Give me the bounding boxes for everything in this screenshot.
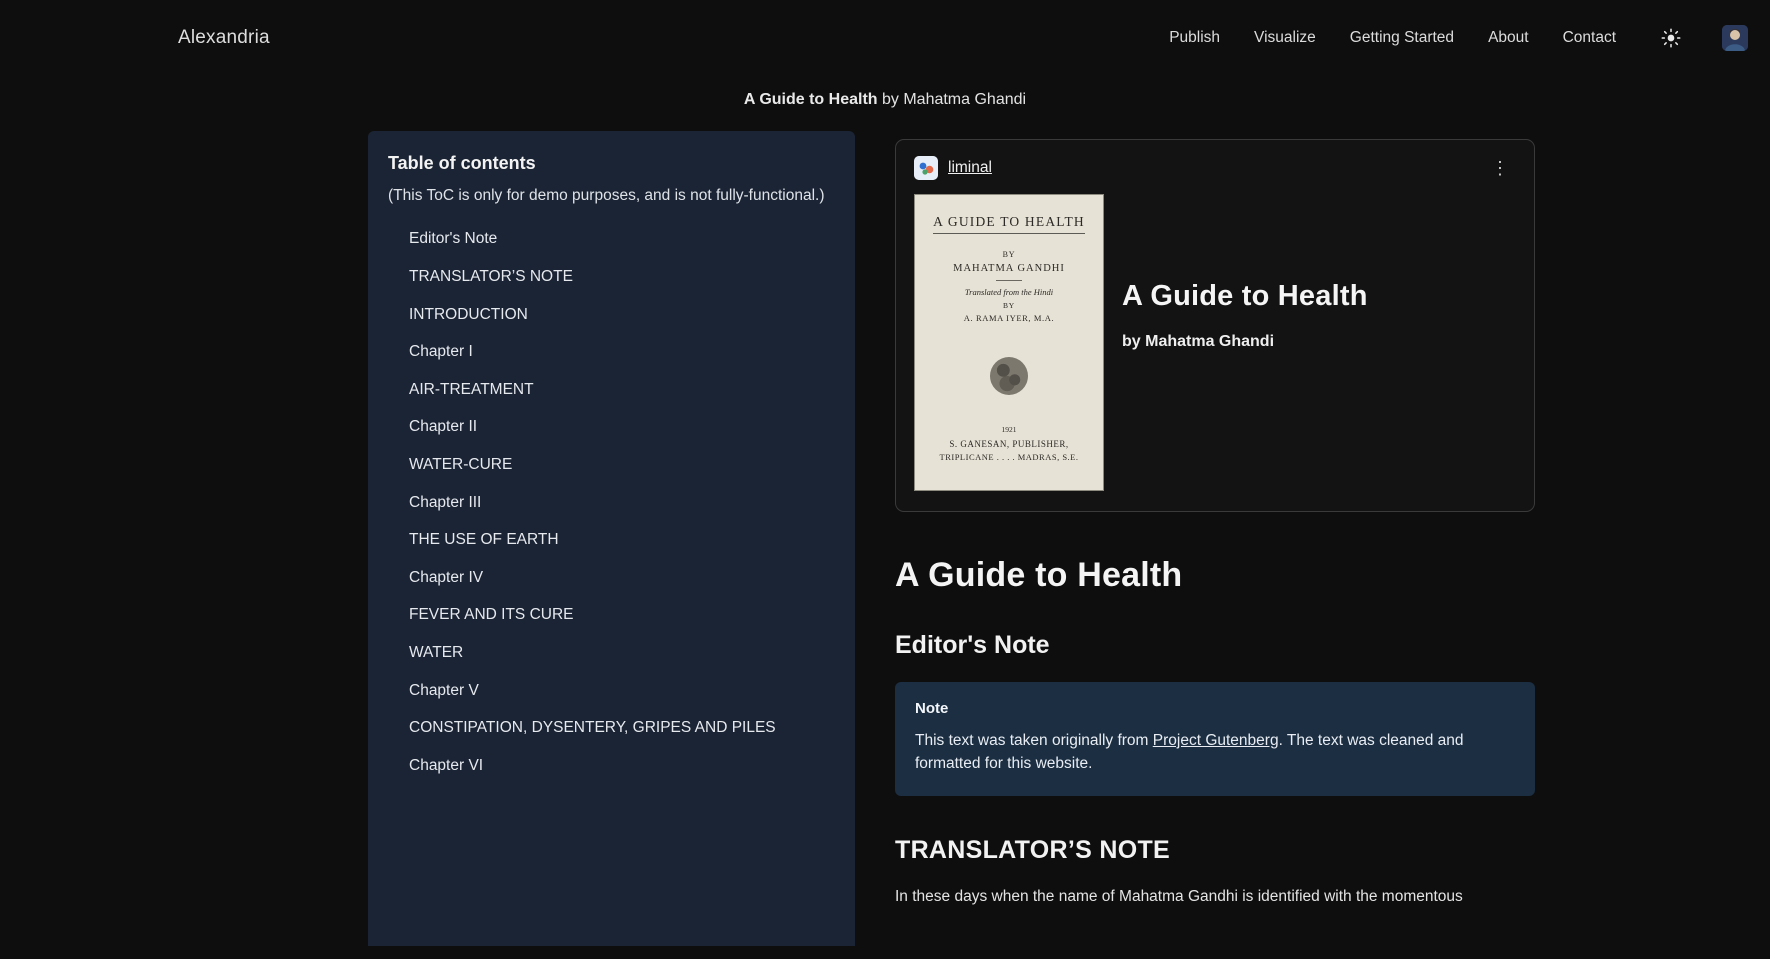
toc-item-editors-note[interactable]: Editor's Note	[409, 230, 498, 248]
nav-item-getting-started[interactable]: Getting Started	[1349, 28, 1455, 46]
liminal-logo-icon	[914, 156, 938, 180]
nav-item-visualize[interactable]: Visualize	[1254, 28, 1316, 46]
main-nav	[1169, 25, 1748, 51]
subheader-byline: by Mahatma Ghandi	[877, 91, 1027, 108]
toc-item-fever-and-its-cure[interactable]: FEVER AND ITS CURE	[409, 606, 574, 624]
page-layout	[0, 131, 1770, 946]
note-text-after: . The text was cleaned and formatted for this website.	[915, 732, 1464, 773]
card-header	[914, 156, 1516, 180]
cover-publisher: S. GANESAN, PUBLISHER,	[949, 439, 1069, 449]
cover-place: TRIPLICANE . . . . MADRAS, S.E.	[939, 452, 1079, 462]
card-source-link[interactable]: liminal	[948, 159, 992, 176]
book-preview-card	[895, 139, 1535, 512]
cover-translator: A. RAMA IYER, M.A.	[963, 313, 1055, 323]
toc-heading: Table of contents	[388, 153, 536, 173]
toc-item-translators-note[interactable]: TRANSLATOR’S NOTE	[409, 268, 573, 286]
nav-item-publish[interactable]: Publish	[1169, 28, 1221, 46]
cover-by: BY	[1002, 250, 1016, 259]
kebab-menu-icon[interactable]: ⋮	[1491, 158, 1510, 178]
toc-item-chapter-iv[interactable]: Chapter IV	[409, 568, 484, 586]
subheader-book-title: A Guide to Health	[743, 91, 878, 108]
toc-item-chapter-vi[interactable]: Chapter VI	[409, 756, 484, 774]
cover-title: A GUIDE TO HEALTH	[933, 214, 1085, 234]
cover-by-secondary: BY	[1002, 301, 1016, 310]
book-cover-image	[914, 194, 1104, 491]
book-subheader	[0, 75, 1770, 131]
card-book-author: by Mahatma Ghandi	[1122, 333, 1275, 350]
brand-logo[interactable]: Alexandria	[178, 26, 270, 48]
toc-item-chapter-i[interactable]: Chapter I	[409, 343, 473, 361]
note-text-before: This text was taken originally from	[915, 732, 1153, 749]
toc-item-introduction[interactable]: INTRODUCTION	[409, 305, 528, 323]
toc-item-use-of-earth[interactable]: THE USE OF EARTH	[409, 531, 559, 549]
cover-ornament-icon	[990, 357, 1028, 395]
card-book-title: A Guide to Health	[1122, 280, 1368, 312]
cover-year: 1921	[1001, 425, 1017, 434]
toc-list	[388, 221, 831, 785]
sun-icon[interactable]	[1658, 25, 1684, 51]
toc-item-chapter-v[interactable]: Chapter V	[409, 681, 479, 699]
note-body	[915, 729, 1475, 776]
book-article	[895, 556, 1535, 909]
nav-item-contact[interactable]: Contact	[1562, 28, 1616, 46]
cover-author: MAHATMA GANDHI	[953, 263, 1065, 274]
top-navigation-bar	[0, 0, 1770, 75]
note-label: Note	[915, 700, 949, 717]
project-gutenberg-link[interactable]: Project Gutenberg	[1152, 732, 1279, 749]
note-callout	[895, 682, 1535, 796]
cover-translated-note: Translated from the Hindi	[964, 287, 1054, 297]
cover-divider	[996, 280, 1022, 281]
article-title: A Guide to Health	[895, 556, 1183, 594]
card-meta	[1122, 194, 1368, 351]
toc-item-chapter-iii[interactable]: Chapter III	[409, 493, 482, 511]
section-paragraph: In these days when the name of Mahatma Gandhi is identified with the momentous	[895, 887, 1463, 905]
user-avatar[interactable]	[1722, 25, 1748, 51]
toc-item-water[interactable]: WATER	[409, 643, 464, 661]
main-content	[895, 131, 1535, 909]
card-body	[914, 194, 1516, 491]
section-heading-editors-note: Editor's Note	[895, 631, 1050, 659]
toc-item-air-treatment[interactable]: AIR-TREATMENT	[409, 380, 534, 398]
toc-item-constipation[interactable]: CONSTIPATION, DYSENTERY, GRIPES AND PILES	[409, 719, 776, 737]
toc-item-water-cure[interactable]: WATER-CURE	[409, 455, 513, 473]
toc-item-chapter-ii[interactable]: Chapter II	[409, 418, 478, 436]
section-heading-translators-note: TRANSLATOR’S NOTE	[895, 835, 1171, 864]
table-of-contents-panel	[368, 131, 855, 946]
toc-disclaimer: (This ToC is only for demo purposes, and is not fully-functional.)	[388, 187, 825, 204]
nav-item-about[interactable]: About	[1488, 28, 1529, 46]
